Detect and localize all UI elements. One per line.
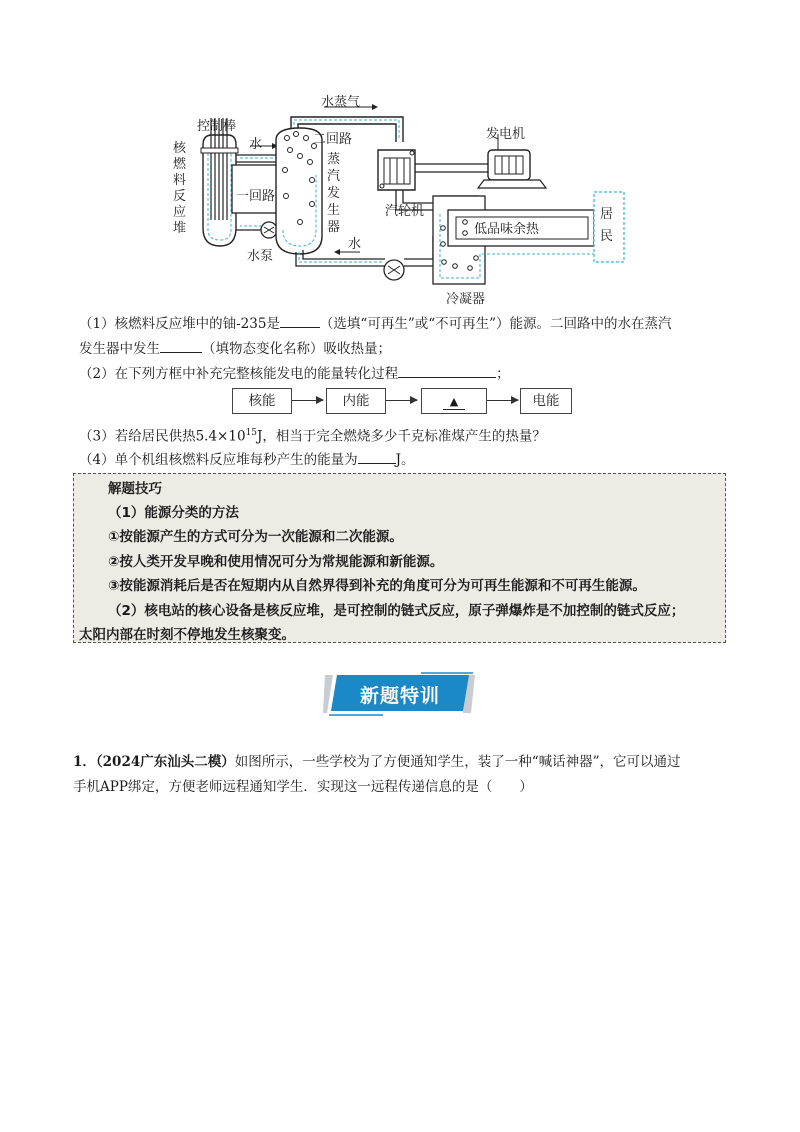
flow-box-nuclear-energy: 核能 — [232, 388, 292, 414]
question-3-text-b: J，相当于完全燃烧多少千克标准煤产生的热量？ — [257, 428, 546, 445]
section-banner — [323, 671, 477, 717]
label-low-grade-heat: 低品味余热 — [474, 222, 540, 237]
generator — [415, 134, 546, 188]
question-1-text-a: （1）核燃料反应堆中的铀-235是 — [79, 316, 280, 332]
label-generator: 发电机 — [486, 127, 526, 142]
problem-1-line-1 — [73, 752, 681, 772]
label-condenser: 冷凝器 — [446, 292, 486, 307]
label-reactor-1: 核 — [173, 141, 187, 156]
label-reactor-5: 应 — [173, 205, 187, 220]
label-reactor-2: 燃 — [173, 157, 187, 172]
question-4-text-b: J。 — [395, 452, 415, 468]
triangle-icon: ▲ — [443, 394, 465, 410]
label-reactor-3: 料 — [173, 173, 187, 188]
label-reactor-4: 反 — [173, 189, 187, 204]
tips-title: 解题技巧 — [108, 481, 162, 497]
flow-arrow-1 — [292, 400, 323, 401]
question-1-text-d: （填物态变化名称）吸收热量； — [202, 341, 391, 357]
problem-1-source: （2024广东汕头二模） — [95, 754, 235, 770]
label-turbine: 汽轮机 — [385, 204, 425, 219]
turbine — [378, 150, 415, 190]
problem-1-text-1: 如图所示，一些学校为了方便通知学生，装了一种“喊话神器”，它可以通过 — [234, 754, 681, 770]
question-2-end: ； — [496, 366, 510, 382]
label-control-rod: 控制棒 — [197, 119, 237, 134]
answer-blank-1[interactable] — [280, 313, 320, 328]
tips-line-4: ③按能源消耗后是否在短期内从自然界得到补充的角度可分为可再生能源和不可再生能源。 — [108, 578, 646, 594]
question-3-exponent: 15 — [245, 428, 258, 438]
label-steam-gen-1: 蒸 — [327, 152, 341, 167]
problem-1-number: 1． — [73, 754, 96, 770]
label-steam-gen-2: 汽 — [327, 169, 341, 184]
answer-blank-4[interactable] — [358, 449, 396, 464]
flow-box-blank[interactable] — [421, 388, 487, 414]
question-1-line-2 — [79, 338, 391, 359]
label-steam-gen-5: 器 — [327, 220, 341, 235]
nuclear-power-plant-diagram — [160, 88, 630, 310]
label-secondary-loop: 二回路 — [313, 132, 353, 147]
flow-arrow-3 — [487, 400, 518, 401]
banner-title: 新题特训 — [359, 685, 440, 707]
label-water-pump: 水泵 — [247, 249, 274, 264]
tips-line-3: ②按人类开发早晚和使用情况可分为常规能源和新能源。 — [108, 554, 444, 570]
question-1-text-b: （选填“可再生”或“不可再生”）能源。二回路中的水在蒸汽 — [319, 316, 672, 332]
question-3-text-a: （3）若给居民供热5.4×10 — [79, 428, 246, 445]
tips-line-2: ①按能源产生的方式可分为一次能源和二次能源。 — [108, 529, 403, 545]
label-primary-loop: 一回路 — [236, 189, 276, 204]
question-4 — [79, 449, 415, 470]
question-4-text-a: （4）单个机组核燃料反应堆每秒产生的能量为 — [79, 452, 358, 468]
question-1-line-1 — [79, 313, 672, 334]
label-water-vapor: 水蒸气 — [321, 95, 361, 110]
label-residents-2: 民 — [600, 229, 614, 244]
answer-blank-2[interactable] — [160, 338, 202, 353]
solving-tips-box — [73, 473, 726, 643]
answer-blank-3[interactable] — [398, 363, 496, 378]
question-1-text-c: 发生器中发生 — [79, 341, 160, 357]
label-residents-1: 居 — [600, 207, 614, 222]
condenser — [433, 196, 594, 284]
flow-box-internal-energy: 内能 — [326, 388, 386, 414]
question-2-text: （2）在下列方框中补充完整核能发电的能量转化过程 — [79, 366, 399, 382]
label-steam-gen-3: 发 — [327, 186, 341, 201]
tips-line-5: （2）核电站的核心设备是核反应堆，是可控制的链式反应，原子弹爆炸是不加控制的链式反应； — [108, 603, 685, 619]
flow-box-electric-energy: 电能 — [520, 388, 572, 414]
residents-box — [594, 192, 624, 262]
question-3 — [79, 423, 546, 447]
problem-1-line-2: 手机APP绑定，方便老师远程通知学生．实现这一远程传递信息的是（ ） — [73, 779, 533, 795]
question-2 — [79, 363, 510, 384]
label-water-bottom: 水 — [348, 237, 362, 252]
label-steam-gen-4: 生 — [327, 203, 341, 218]
flow-arrow-2 — [386, 400, 417, 401]
label-reactor-6: 堆 — [173, 221, 187, 236]
label-water-top: 水 — [249, 137, 263, 152]
tips-line-6: 太阳内部在时刻不停地发生核聚变。 — [79, 627, 295, 643]
tips-line-1: （1）能源分类的方法 — [108, 505, 239, 521]
